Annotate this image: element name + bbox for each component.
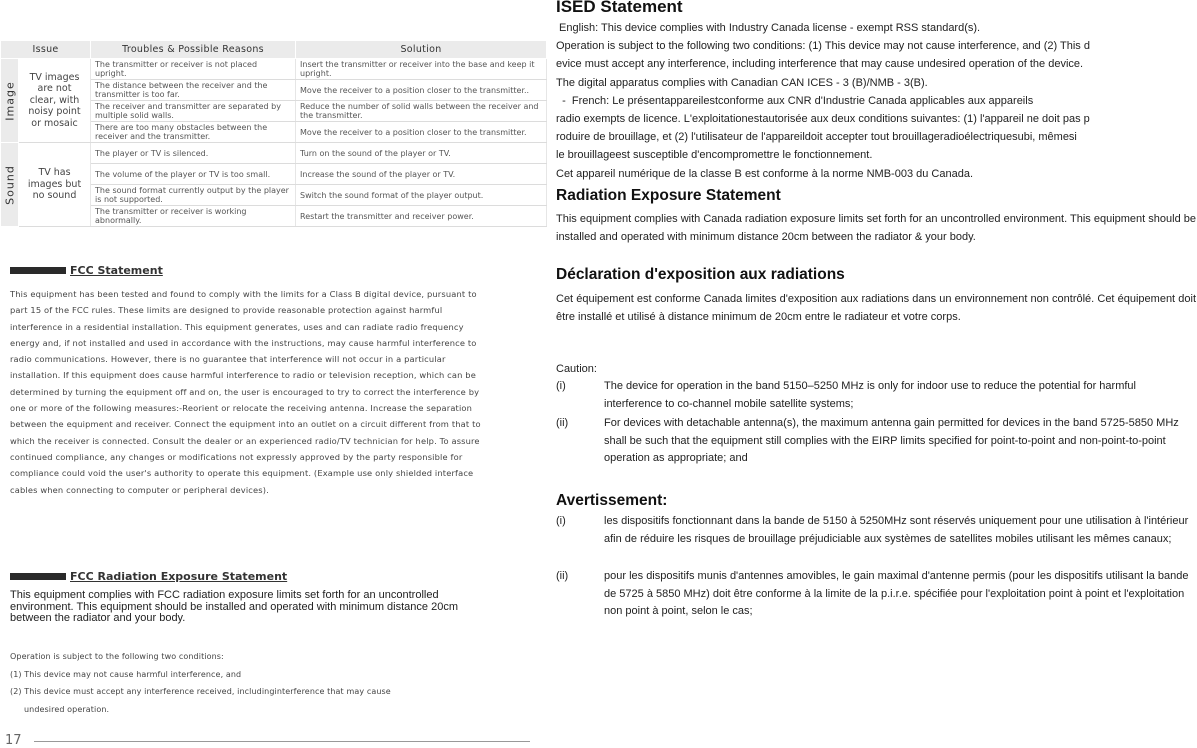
conditions-intro: Operation is subject to the following two conditions: (10, 652, 224, 661)
reason-cell: The receiver and transmitter are separated by multiple solid walls. (91, 101, 296, 122)
page-number: 17 (5, 733, 22, 748)
header-solution: Solution (296, 41, 547, 59)
ised-line: English: This device complies with Industry Canada license - exempt RSS standard(s). (556, 22, 981, 34)
avertissement-item (556, 513, 1196, 548)
heading-bar (10, 573, 66, 580)
reason-cell: The player or TV is silenced. (91, 143, 296, 164)
solution-cell: Reduce the number of solid walls between the receiver and the transmitter. (296, 101, 547, 122)
table-row (1, 143, 547, 164)
solution-cell: Move the receiver to a position closer to the transmitter. (296, 122, 547, 143)
reason-cell: The sound format currently output by the player is not supported. (91, 185, 296, 206)
ised-line: evice must accept any interference, including interference that may cause undesired operation of the device. (556, 58, 1084, 71)
solution-cell: Insert the transmitter or receiver into the base and keep it upright. (296, 59, 547, 80)
ised-line: radio exempts de licence. L'exploitationestautorisée aux deux conditions suivantes: (1) l'appareil ne doit pas p (556, 113, 1090, 126)
solution-cell: Switch the sound format of the player output. (296, 185, 547, 206)
condition-item: undesired operation. (24, 704, 110, 714)
category-sound: Sound (1, 143, 19, 227)
fcc-statement-body: This equipment has been tested and found to comply with the limits for a Class B digital device, pursuant to part 15 of the FCC rules. These limits are designed to provide reasonable protection against harmful interference in a residential installation. This equipment generates, uses and can radiate radio frequency energy and, if not installed and used in accordance with the instructions, may cause harmful interference to radio communications. However, there is no guarantee that interference will not occur in a particular installation. If this equipment does cause harmful interference to radio or television reception, which can be determined by turning the equipment off and on, the user is encouraged to try to correct the interference by one or more of the following measures:-Reorient or relocate the receiving antenna. Increase the separation between the equipment and receiver. Connect the equipment into an outlet on a circuit different from that to which the receiver is connected. Consult the dealer or an experienced radio/TV technician for help. To assure continued compliance, any changes or modifications not expressly approved by the party responsible for compliance could void the user's authority to operate this equipment. (Example use only shielded interface cables when connecting to computer or peripheral devices). (10, 289, 481, 495)
ised-line: - French: Le présentappareilestconforme aux CNR d'Industrie Canada applicables aux appareils (556, 94, 1034, 107)
category-image: Image (1, 59, 19, 143)
avertissement-item (556, 568, 1196, 621)
item-text: pour les dispositifs munis d'antennes amovibles, le gain maximal d'antenne permis (pour les dispositifs utilisant la bande de 5725 à 5850 MHz) doit être conforme à la limite de la p.i.r.e. spécifiée pour l'exploitation point à point et l'exploitation non point à point, selon le cas; (604, 570, 1189, 617)
item-text: The device for operation in the band 5150–5250 MHz is only for indoor use to reduce the potential for harmful interference to co-channel mobile satellite systems; (604, 380, 1136, 410)
item-marker: (i) (556, 515, 566, 527)
condition-item: (2) This device must accept any interference received, includinginterference that may cause (10, 687, 391, 696)
radiation-body: This equipment complies with Canada radiation exposure limits set forth for an uncontrolled environment. This equipment should be installed and operated with minimum distance 20cm between the radiator & your body. (556, 213, 1196, 244)
ised-line: The digital apparatus complies with Canadian CAN ICES - 3 (B)/NMB - 3(B). (556, 76, 928, 89)
fcc-radiation-body: This equipment complies with FCC radiation exposure limits set forth for an uncontrolled environment. This equipment should be installed and operated with minimum distance 20cm between the radiator and your body. (10, 589, 458, 624)
caution-item (556, 378, 1196, 413)
radiation-title: Radiation Exposure Statement (556, 187, 781, 204)
fcc-conditions (10, 648, 510, 718)
solution-cell: Turn on the sound of the player or TV. (296, 143, 547, 164)
reason-cell: The distance between the receiver and the transmitter is too far. (91, 80, 296, 101)
item-marker: (ii) (556, 417, 569, 429)
table-header-row (1, 41, 547, 59)
item-marker: (ii) (556, 570, 569, 582)
declaration-body: Cet équipement est conforme Canada limites d'exposition aux radiations dans un environnement non contrôlé. Cet équipement doit être installé et utilisé à distance minimum de 20cm entre le radiateur et votre corps. (556, 293, 1196, 324)
ised-title: ISED Statement (556, 0, 683, 16)
issue-cell: TV images are not clear, with noisy point or mosaic (19, 59, 91, 143)
heading-bar (10, 267, 66, 274)
ised-line: roduire de brouillage, et (2) l'utilisateur de l'appareildoit accepter tout brouillageradioélectriquesubi, mêmesi (556, 131, 1077, 144)
item-text: For devices with detachable antenna(s), the maximum antenna gain permitted for devices in the band 5725-5850 MHz shall be such that the equipment still complies with the EIRP limits specified for point-to-point and non-point-to-point operation as appropriate; and (604, 417, 1179, 464)
ised-line: Operation is subject to the following two conditions: (1) This device may not cause interference, and (2) This d (556, 40, 1090, 53)
declaration-title: Déclaration d'exposition aux radiations (556, 266, 845, 283)
fcc-radiation-title: FCC Radiation Exposure Statement (70, 570, 288, 583)
footer-rule (34, 741, 530, 742)
header-issue: Issue (1, 41, 91, 59)
avertissement-title: Avertissement: (556, 492, 668, 509)
reason-cell: The transmitter or receiver is working abnormally. (91, 206, 296, 227)
fcc-statement-heading (10, 264, 163, 277)
issue-cell: TV has images but no sound (19, 143, 91, 227)
ised-line: le brouillageest susceptible d'encompromettre le fonctionnement. (556, 149, 873, 162)
condition-item: (1) This device may not cause harmful interference, and (10, 669, 242, 679)
fcc-radiation-heading (10, 570, 287, 583)
solution-cell: Increase the sound of the player or TV. (296, 164, 547, 185)
solution-cell: Restart the transmitter and receiver power. (296, 206, 547, 227)
right-page (554, 0, 1197, 747)
left-page (0, 0, 548, 747)
caution-item (556, 415, 1196, 468)
reason-cell: The volume of the player or TV is too small. (91, 164, 296, 185)
solution-cell: Move the receiver to a position closer to the transmitter.. (296, 80, 547, 101)
reason-cell: There are too many obstacles between the receiver and the transmitter. (91, 122, 296, 143)
table-row (1, 59, 547, 80)
fcc-statement-title: FCC Statement (70, 264, 163, 277)
ised-body (556, 19, 1196, 183)
ised-line: Cet appareil numérique de la classe B est conforme à la norme NMB-003 du Canada. (556, 167, 974, 180)
item-text: les dispositifs fonctionnant dans la bande de 5150 à 5250MHz sont réservés uniquement pour une utilisation à l'intérieur afin de réduire les risques de brouillage préjudiciable aux systèmes de satellites mobiles utilisant les mêmes canaux; (604, 515, 1189, 545)
troubleshooting-table (0, 40, 547, 227)
header-reasons: Troubles & Possible Reasons (91, 41, 296, 59)
caution-label: Caution: (556, 363, 597, 375)
item-marker: (i) (556, 380, 566, 392)
reason-cell: The transmitter or receiver is not placed upright. (91, 59, 296, 80)
